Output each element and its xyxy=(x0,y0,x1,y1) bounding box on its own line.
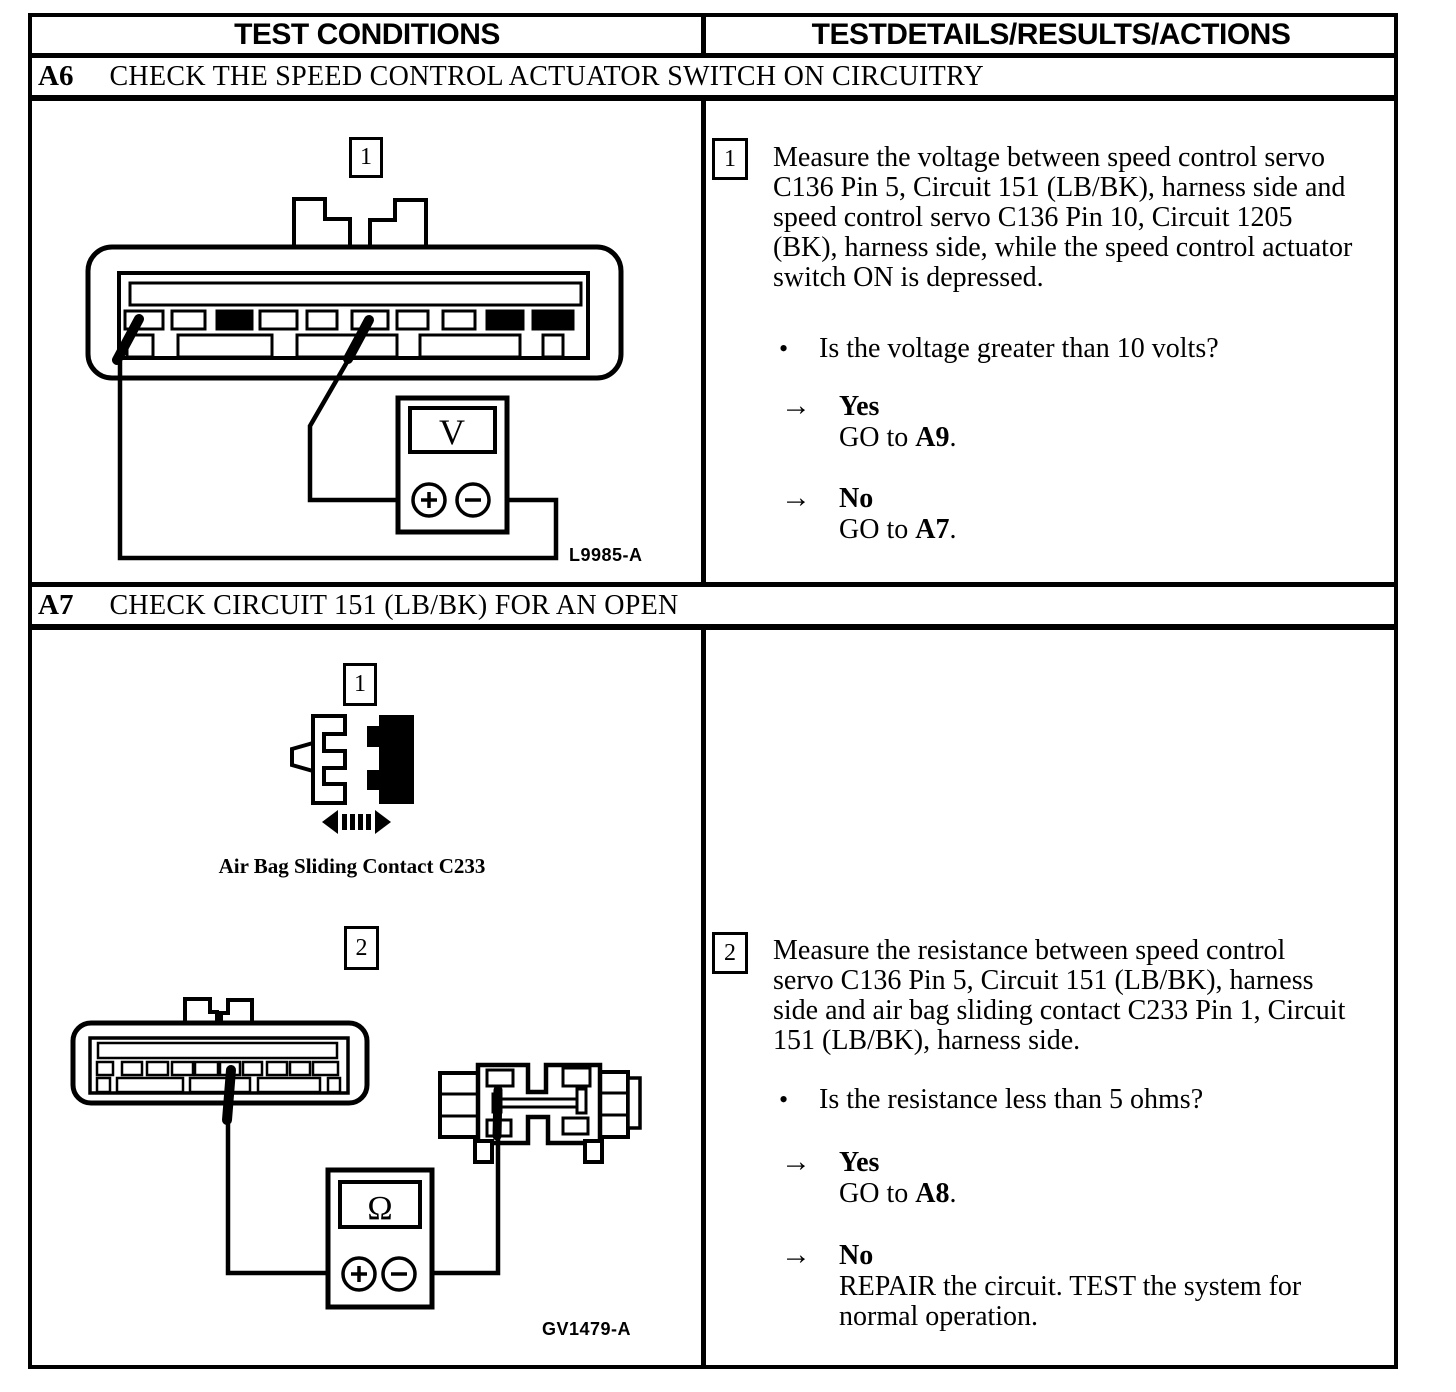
a6-yes-action: GO to A9. xyxy=(839,422,957,453)
header-test-details: TESTDETAILS/RESULTS/ACTIONS xyxy=(811,18,1291,51)
ohmmeter-display-label: Ω xyxy=(367,1190,393,1227)
a7-title-row xyxy=(38,587,1378,624)
plus-terminal-icon xyxy=(343,1258,375,1290)
a7-question: Is the resistance less than 5 ohms? xyxy=(819,1084,1204,1115)
voltmeter-display-label: V xyxy=(439,412,465,452)
a7-figure2-step-box xyxy=(344,926,379,970)
a6-test-title: CHECK THE SPEED CONTROL ACTUATOR SWITCH ON CIRCUITRY xyxy=(109,60,985,92)
plus-terminal-icon xyxy=(413,484,445,516)
a7-figure2-code-label: GV1479-A xyxy=(542,1319,632,1339)
a7-figure1-caption: Air Bag Sliding Contact C233 xyxy=(218,854,486,878)
a6-instruction: Measure the voltage between speed control servo C136 Pin 5, Circuit 151 (LB/BK), harness side and speed control servo C136 Pin 10, Circuit 1205 (BK), harness side, while the speed control actuator switch ON is depressed. xyxy=(773,142,1353,293)
a7-yes-action: GO to A8. xyxy=(839,1178,957,1209)
a7-test-title: CHECK CIRCUIT 151 (LB/BK) FOR AN OPEN xyxy=(109,589,679,621)
minus-terminal-icon xyxy=(383,1258,415,1290)
a7-no-label: No xyxy=(839,1240,874,1271)
result-arrow-icon: → xyxy=(781,481,811,514)
a6-step-number: 1 xyxy=(724,145,736,172)
double-arrow-icon xyxy=(322,810,391,834)
a7-figure1-step-box xyxy=(343,663,377,706)
a7-figure2-svg xyxy=(28,920,703,1368)
result-arrow-icon: → xyxy=(781,389,811,422)
a6-question: Is the voltage greater than 10 volts? xyxy=(819,333,1219,364)
result-arrow-icon: → xyxy=(781,1238,811,1271)
a7-figure1-step-number: 1 xyxy=(354,671,366,697)
a6-figure-step-box xyxy=(349,137,383,178)
bullet-icon: • xyxy=(779,334,789,363)
minus-terminal-icon xyxy=(457,484,489,516)
a6-title-row xyxy=(38,58,1378,95)
a7-test-code: A7 xyxy=(38,589,74,621)
a7-step-box xyxy=(712,932,748,974)
a6-test-code: A6 xyxy=(38,60,74,92)
a6-figure-step-number: 1 xyxy=(360,144,372,170)
a7-no-action: REPAIR the circuit. TEST the system for normal operation. xyxy=(839,1271,1302,1332)
a7-step-number: 2 xyxy=(724,939,736,966)
voltmeter-icon xyxy=(398,398,507,532)
sliding-contact-connector-diagram xyxy=(440,1065,640,1162)
a7-figure2-step-number: 2 xyxy=(355,934,368,961)
a6-step-box xyxy=(712,138,748,180)
ohmmeter-icon xyxy=(328,1170,432,1307)
a6-no-action: GO to A7. xyxy=(839,514,957,545)
bullet-icon: • xyxy=(779,1085,789,1114)
result-arrow-icon: → xyxy=(781,1145,811,1178)
a6-yes-label: Yes xyxy=(839,391,880,422)
a6-figure-code-label: L9985-A xyxy=(569,545,643,565)
a7-yes-label: Yes xyxy=(839,1147,880,1178)
sliding-contact-symbol xyxy=(292,716,413,803)
a7-instruction: Measure the resistance between speed control servo C136 Pin 5, Circuit 151 (LB/BK), harness side and air bag sliding contact C233 Pin 1, Circuit 151 (LB/BK), harness side. xyxy=(773,935,1346,1056)
a6-no-label: No xyxy=(839,483,874,514)
header-test-conditions: TEST CONDITIONS xyxy=(234,18,500,51)
servo-connector-diagram xyxy=(73,999,367,1103)
